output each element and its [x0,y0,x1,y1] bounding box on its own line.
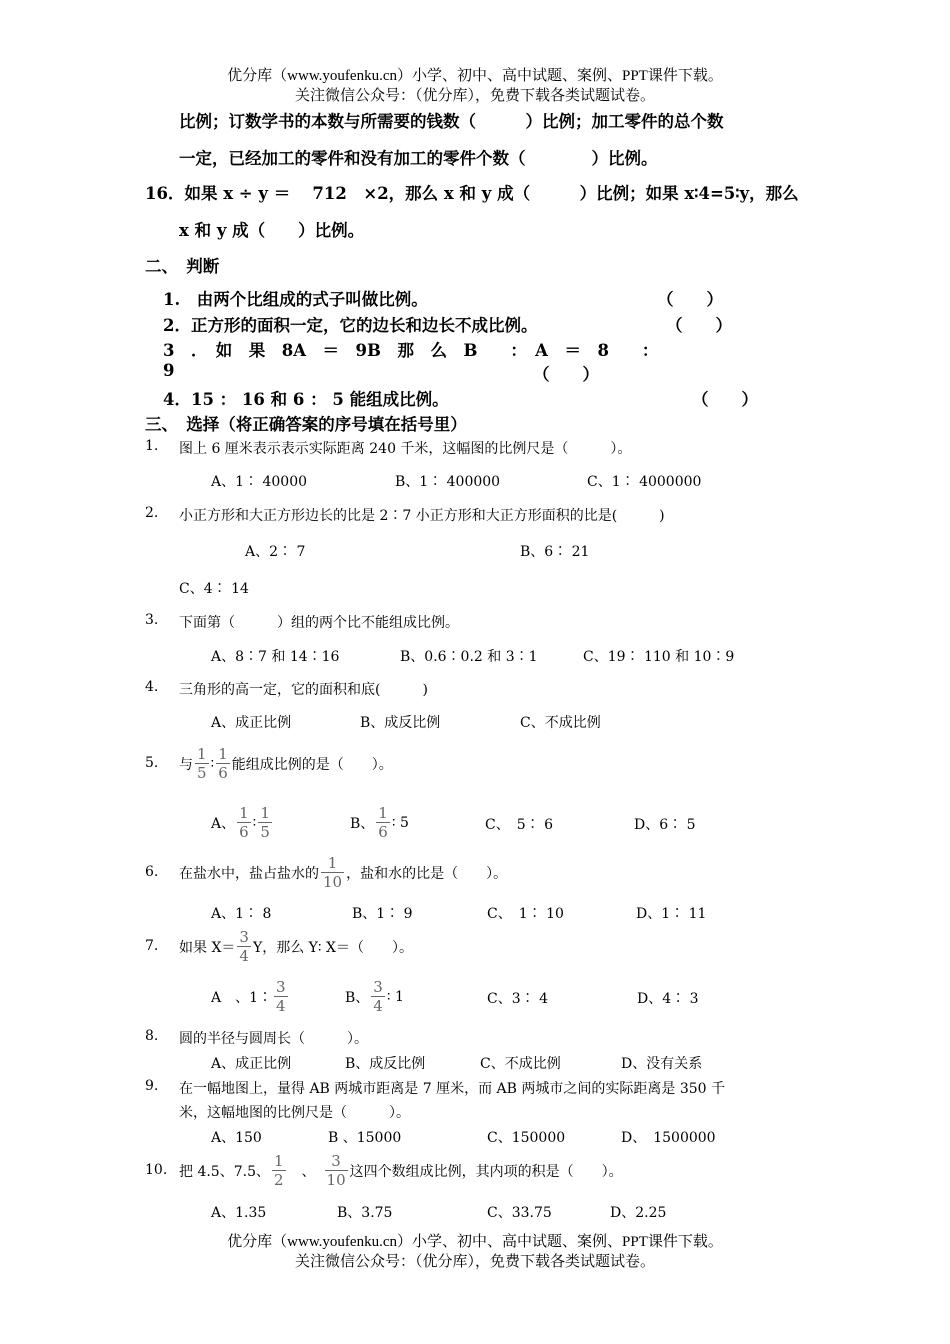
q7-b-fraction [371,978,385,1015]
q9-option-c: C、150000 [487,1130,566,1146]
judge-item-3-answer: （ ） [533,365,599,384]
q6-option-b: B、1∶ 9 [352,906,413,922]
q5-stem [179,745,393,782]
q5-f2-den: 6 [218,764,228,782]
q6-number: 6. [145,864,159,880]
judge-item-2-answer: （ ） [666,316,732,335]
q10-fraction-2 [325,1152,348,1189]
q5-a-f1-num: 1 [239,804,249,822]
q4-option-a: A、成正比例 [211,715,292,731]
q8-option-a: A、成正比例 [211,1056,292,1072]
q1-option-c: C、1∶ 4000000 [587,474,702,490]
q4-stem: 三角形的高一定，它的面积和底( ) [179,682,428,698]
judge-item-3-cont: 9 [163,361,175,380]
q3-option-a: A、8∶7 和 14∶16 [211,649,340,665]
q6-f-den: 10 [323,873,343,891]
q7-number: 7. [145,938,159,954]
q10-f2-den: 10 [326,1171,346,1189]
judge-item-1-answer: （ ） [657,290,723,309]
q10-f1-den: 2 [273,1171,284,1189]
q5-a-f1-den: 6 [239,823,249,841]
q6-fraction [321,854,344,891]
q3-option-c: C、19∶ 110 和 10∶9 [583,649,735,665]
q5-f1-den: 5 [197,764,207,782]
q5-a-colon: ∶ [252,814,257,831]
q10-mid: 、 [287,1163,323,1180]
judge-item-4-answer: （ ） [692,390,758,409]
header-line-1: 优分库（www.youfenku.cn）小学、初中、高中试题、案例、PPT课件下载。 [227,68,723,84]
question-16-line-1: 16．如果 x ÷ y ＝ 712 ×2，那么 x 和 y 成（ ）比例；如果 x∶4=5∶y，那么 [145,184,799,203]
q6-option-d: D、1∶ 11 [636,906,707,922]
q7-a-f-num: 3 [276,978,286,996]
fill-line-1: 比例；订数学书的本数与所需要的钱数（ ）比例；加工零件的总个数 [179,112,724,131]
q6-stem-pre: 在盐水中，盐占盐水的 [179,865,319,882]
q1-option-b: B、1∶ 400000 [395,474,501,490]
q5-option-b [350,804,409,841]
q7-a-f-den: 4 [276,997,286,1015]
q7-stem-pre: 如果 X＝ [179,939,236,956]
q2-option-a: A、2∶ 7 [245,544,306,560]
q5-option-a [211,804,274,841]
q6-option-c: C、 1∶ 10 [487,906,564,922]
q1-stem: 图上 6 厘米表示表示实际距离 240 千米，这幅图的比例尺是（ ）。 [179,441,632,457]
q5-b-post: ∶ 5 [391,814,409,831]
q7-option-c: C、3∶ 4 [487,991,548,1007]
q7-b-f-num: 3 [373,978,383,996]
q7-f-num: 3 [239,928,249,946]
q10-fraction-1 [272,1152,286,1189]
q2-number: 2. [145,505,159,521]
q10-f2-num: 3 [331,1152,341,1170]
q8-stem: 圆的半径与圆周长（ ）。 [179,1031,368,1047]
q7-f-den: 4 [239,947,249,965]
q5-a-fraction-2 [258,804,272,841]
q7-option-a [211,978,290,1015]
q5-a-label: A、 [211,815,236,832]
fill-line-2: 一定，已经加工的零件和没有加工的零件个数（ ）比例。 [179,149,658,168]
q7-a-label: A 、1∶ [211,989,273,1006]
q5-option-d: D、6∶ 5 [634,817,696,833]
q10-option-c: C、33.75 [487,1205,552,1221]
q2-option-c: C、4∶ 14 [179,581,249,597]
q5-a-f2-den: 5 [260,823,270,841]
q7-b-f-den: 4 [373,997,383,1015]
footer-line-1: 优分库（www.youfenku.cn）小学、初中、高中试题、案例、PPT课件下载。 [227,1234,723,1250]
q1-number: 1. [145,438,159,454]
q6-stem [179,854,507,891]
q5-stem-pre: 与 [179,756,193,773]
q9-stem-line-2: 米，这幅地图的比例尺是（ ）。 [179,1105,410,1121]
q8-option-b: B、成反比例 [345,1056,426,1072]
q5-stem-post: 能组成比例的是（ ）。 [231,756,393,773]
q5-f1-num: 1 [197,745,207,763]
q5-b-label: B、 [350,815,375,832]
q9-number: 9. [145,1078,159,1094]
q7-stem-post: Y，那么 Y∶ X＝（ ）。 [252,939,413,956]
q5-b-f-num: 1 [378,804,388,822]
section-choice-heading: 三、 选择（将正确答案的序号填在括号里） [145,415,467,434]
q10-stem [179,1152,623,1189]
q3-number: 3. [145,612,159,628]
q9-stem-line-1: 在一幅地图上，量得 AB 两城市距离是 7 厘米，而 AB 两城市之间的实际距离是 350 千 [179,1081,726,1097]
section-judge-heading: 二、 判断 [145,257,220,276]
q2-option-b: B、6∶ 21 [520,544,590,560]
q7-stem [179,928,413,965]
judge-item-1: 1. 由两个比组成的式子叫做比例。 [163,290,428,309]
q2-stem: 小正方形和大正方形边长的比是 2∶7 小正方形和大正方形面积的比是( ) [179,508,665,524]
q5-option-c: C、 5∶ 6 [485,817,553,833]
q6-stem-post: ，盐和水的比是（ ）。 [346,865,508,882]
q10-stem-post: 这四个数组成比例，其内项的积是（ ）。 [349,1163,623,1180]
q5-b-f-den: 6 [378,823,388,841]
q6-f-num: 1 [327,854,338,872]
q10-option-a: A、1.35 [211,1205,267,1221]
q3-option-b: B、0.6∶0.2 和 3∶1 [400,649,538,665]
q4-option-b: B、成反比例 [360,715,441,731]
q5-a-fraction-1 [237,804,251,841]
q6-option-a: A、1∶ 8 [211,906,272,922]
q7-a-fraction [274,978,288,1015]
q7-fraction [237,928,251,965]
q8-option-d: D、没有关系 [621,1056,703,1072]
q5-f2-num: 1 [218,745,228,763]
q8-option-c: C、不成比例 [480,1056,561,1072]
q9-option-a: A、150 [211,1130,262,1146]
judge-item-2: 2．正方形的面积一定，它的边长和边长不成比例。 [163,316,538,335]
q5-fraction-1 [195,745,209,782]
q9-option-b: B 、15000 [328,1130,402,1146]
judge-item-4: 4．15 ： 16 和 6 ： 5 能组成比例。 [163,390,449,409]
judge-item-3: 3 ． 如 果 8A ＝ 9B 那 么 B ： A ＝ 8 ： [163,341,659,360]
q7-b-post: ∶ 1 [386,988,404,1005]
question-16-line-2: x 和 y 成（ ）比例。 [179,221,365,240]
q5-a-f2-num: 1 [260,804,270,822]
q4-number: 4. [145,679,159,695]
q7-b-label: B、 [345,989,370,1006]
q5-number: 5. [145,755,159,771]
q10-option-d: D、2.25 [610,1205,667,1221]
q4-option-c: C、不成比例 [520,715,601,731]
header-line-2: 关注微信公众号：（优分库），免费下载各类试题试卷。 [294,88,655,104]
q10-stem-pre: 把 4.5、7.5、 [179,1163,270,1180]
q1-option-a: A、1∶ 40000 [211,474,308,490]
footer-line-2: 关注微信公众号：（优分库），免费下载各类试题试卷。 [294,1254,655,1270]
q8-number: 8. [145,1028,159,1044]
q7-option-d: D、4∶ 3 [637,991,699,1007]
q5-colon: ∶ [210,755,215,772]
q5-fraction-2 [216,745,230,782]
q9-option-d: D、 1500000 [621,1130,716,1146]
q5-b-fraction [376,804,390,841]
q10-f1-num: 1 [273,1152,284,1170]
q10-option-b: B、3.75 [337,1205,393,1221]
q10-number: 10. [145,1162,168,1178]
q3-stem: 下面第（ ）组的两个比不能组成比例。 [179,615,459,631]
q7-option-b [345,978,404,1015]
